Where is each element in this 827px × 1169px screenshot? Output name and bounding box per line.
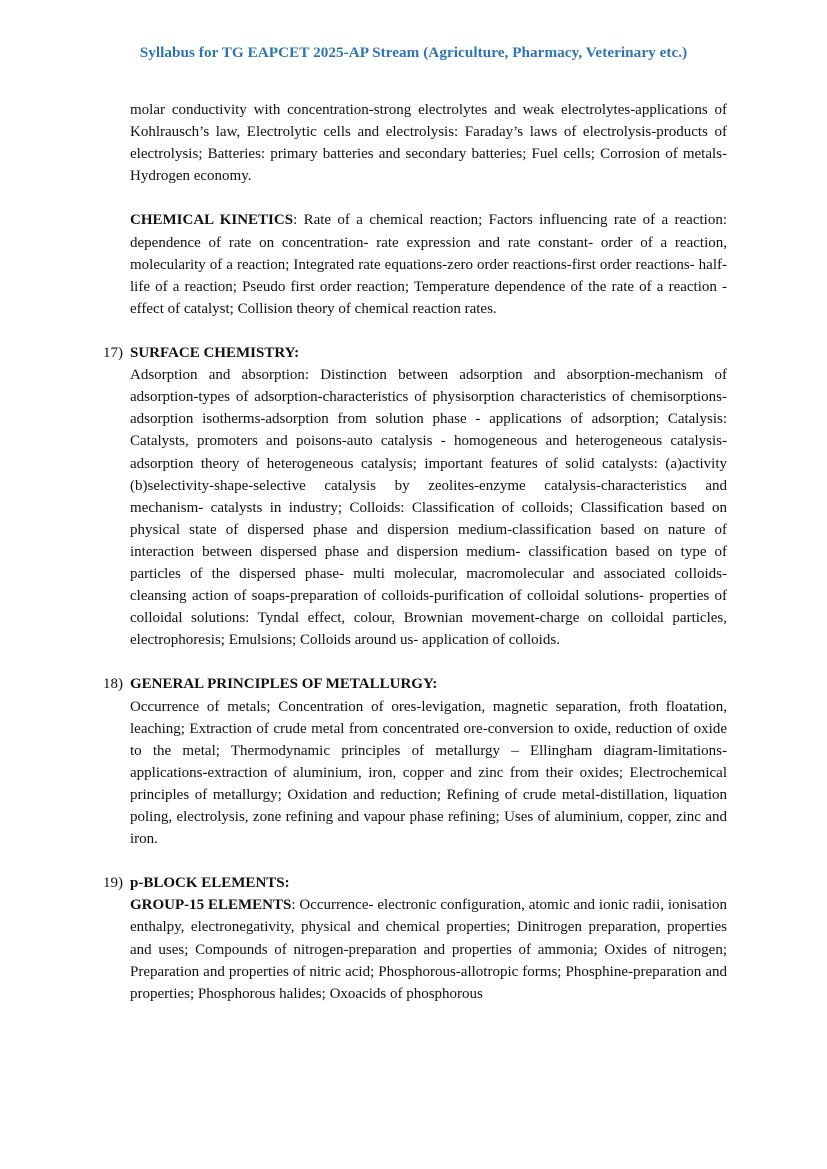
section-19-title: p-BLOCK ELEMENTS: (130, 875, 290, 892)
section-18-text: Occurrence of metals; Concentration of ores-levigation, magnetic separation, froth floatation, leaching; Extraction of crude metal from concentrated ore-conversion to oxide, reduction of oxide to the metal; Thermodynamic principles of metallurgy – Ellingham diagram-limitations-applications-extraction of aluminium, iron, copper and zinc from their oxides; Electrochemical principles of metallurgy; Oxidation and reduction; Refining of crude metal-distillation, liquation poling, electrolysis, zone refining and vapour phase refining; Uses of aluminium, copper, zinc and iron. (130, 698, 727, 848)
section-17-heading (103, 342, 727, 364)
section-19-number: 19) (103, 875, 123, 892)
page-header: Syllabus for TG EAPCET 2025-AP Stream (Agriculture, Pharmacy, Veterinary etc.) (139, 44, 688, 61)
section-19-paragraph (130, 894, 727, 1004)
spacer (130, 187, 727, 209)
section-18-title: GENERAL PRINCIPLES OF METALLURGY: (130, 676, 438, 693)
group-15-heading: GROUP-15 ELEMENTS (130, 897, 292, 914)
section-17-title: SURFACE CHEMISTRY: (130, 345, 300, 362)
electrochemistry-continuation: molar conductivity with concentration-strong electrolytes and weak electrolytes-applications of Kohlrausch’s law, Electrolytic cells and electrolysis: Faraday’s laws of electrolysis-products of electrolysis; Batteries: primary batteries and secondary batteries; Fuel cells; Corrosion of metals-Hydrogen economy. (130, 102, 727, 185)
group-15-text: : Occurrence- electronic configuration, atomic and ionic radii, ionisation enthalpy, electronegativity, physical and chemical properties; Dinitrogen preparation, properties and uses; Compounds of nitrogen-preparation and properties of ammonia; Oxides of nitrogen; Preparation and properties of nitric acid; Phosphorous-allotropic forms; Phosphine-preparation and properties; Phosphorous halides; Oxoacids of phosphorous (130, 897, 727, 1002)
section-19-heading (103, 872, 727, 894)
section-17-number: 17) (103, 345, 123, 362)
chemical-kinetics-text: : Rate of a chemical reaction; Factors influencing rate of a reaction: dependence of rate on concentration- rate expression and rate constant- order of a reaction, molecularity of a reaction; Integrated rate equations-zero order reactions-first order reactions- half-life of a reaction; Pseudo first order reaction; Temperature dependence of the rate of a reaction -effect of catalyst; Collision theory of chemical reaction rates. (130, 212, 727, 317)
spacer (130, 850, 727, 872)
syllabus-content (103, 99, 727, 1005)
spacer (130, 320, 727, 342)
chemical-kinetics-heading: CHEMICAL KINETICS (130, 212, 294, 229)
section-18-heading (103, 673, 727, 695)
section-18-number: 18) (103, 676, 123, 693)
spacer (130, 651, 727, 673)
section-17-text: Adsorption and absorption: Distinction between adsorption and absorption-mechanism of adsorption-types of adsorption-characteristics of physisorption characteristics of chemisorptions-adsorption isotherms-adsorption from solution phase - applications of adsorption; Catalysis: Catalysts, promoters and poisons-auto catalysis - homogeneous and heterogeneous catalysis-adsorption theory of heterogeneous catalysis; important features of solid catalysts: (a)activity (b)selectivity-shape-selective catalysis by zeolites-enzyme catalysis-characteristics and mechanism- catalysts in industry; Colloids: Classification of colloids; Classification based on physical state of dispersed phase and dispersion medium-classification based on nature of interaction between dispersed phase and dispersion medium- classification based on type of particles of the dispersed phase- multi molecular, macromolecular and associated colloids- cleansing action of soaps-preparation of colloids-purification of colloidal solutions- properties of colloidal solutions: Tyndal effect, colour, Brownian movement-charge on colloidal particles, electrophoresis; Emulsions; Colloids around us- application of colloids. (130, 367, 727, 649)
chemical-kinetics-paragraph (130, 209, 727, 319)
